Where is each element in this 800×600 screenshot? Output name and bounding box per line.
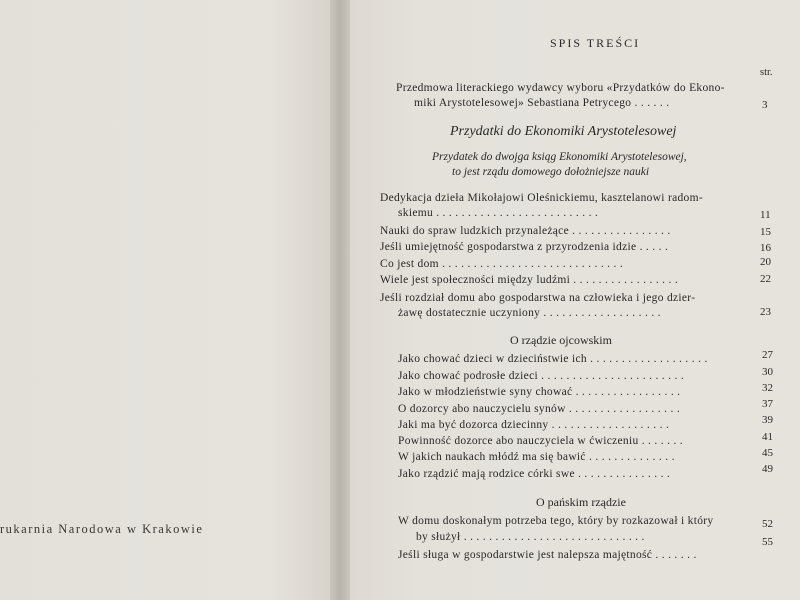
printer-imprint: rukarnia Narodowa w Krakowie (0, 522, 204, 536)
toc-entry-intro-line1: Przedmowa literackiego wydawcy wyboru «Przydatków do Ekono- (396, 82, 725, 94)
section-title-panskim: O pańskim rządzie (536, 495, 626, 509)
toc-entry-page: 23 (760, 306, 771, 318)
toc-entry-page: 32 (762, 382, 773, 394)
toc-entry: Jako chować dzieci w dzieciństwie ich . . . . . . . . . . . . . . . . . . . (398, 353, 708, 365)
toc-entry: Co jest dom . . . . . . . . . . . . . . . . . . . . . . . . . . . . . (380, 258, 624, 270)
table-of-contents (350, 0, 800, 600)
book-gutter (330, 0, 352, 600)
toc-entry-page: 52 (762, 518, 773, 530)
sub-title-line1: Przydatek do dwojga ksiąg Ekonomiki Arystotelesowej, (432, 151, 687, 163)
toc-entry-intro-line2: miki Arystotelesowej» Sebastiana Petrycego . . . . . . (414, 97, 670, 109)
toc-entry: Jaki ma być dozorca dziecinny . . . . . . . . . . . . . . . . . . . (398, 419, 670, 431)
toc-entry: Nauki do spraw ludzkich przynależące . . . . . . . . . . . . . . . . (380, 225, 671, 237)
toc-entry-page: 49 (762, 463, 773, 475)
toc-entry-page: 20 (760, 256, 771, 268)
section-title-ojcowskim: O rządzie ojcowskim (510, 333, 612, 347)
toc-entry-page: 37 (762, 398, 773, 410)
toc-entry: W domu doskonałym potrzeba tego, który by rozkazował i który (398, 515, 714, 527)
toc-entry-continuation: by służył . . . . . . . . . . . . . . . . . . . . . . . . . . . . . (416, 531, 645, 543)
toc-entry-page: 22 (760, 273, 771, 285)
toc-entry-page: 27 (762, 349, 773, 361)
toc-entry-page: 39 (762, 414, 773, 426)
toc-entry: Jako chować podrosłe dzieci . . . . . . . . . . . . . . . . . . . . . . . (398, 370, 685, 382)
left-page (0, 0, 336, 600)
toc-entry: Jeśli umiejętność gospodarstwa z przyrodzenia idzie . . . . . (380, 241, 669, 253)
toc-entry-continuation: żawę dostatecznie uczyniony . . . . . . . . . . . . . . . . . . . (398, 307, 661, 319)
toc-entry-page: 45 (762, 447, 773, 459)
toc-entry: O dozorcy abo nauczycielu synów . . . . . . . . . . . . . . . . . . (398, 403, 681, 415)
toc-entry: Jeśli sługa w gospodarstwie jest nalepsza majętność . . . . . . . (398, 549, 697, 561)
toc-entry: Dedykacja dzieła Mikołajowi Oleśnickiemu, kasztelanowi radom- (380, 192, 703, 204)
page-column-label: str. (760, 67, 773, 78)
toc-entry-intro-page: 3 (762, 99, 768, 111)
toc-entry-page: 15 (760, 226, 771, 238)
toc-entry: Jako w młodzieństwie syny chować . . . . . . . . . . . . . . . . . (398, 386, 681, 398)
toc-entry-continuation: skiemu . . . . . . . . . . . . . . . . . . . . . . . . . . (398, 207, 599, 219)
toc-entry: Jeśli rozdział domu abo gospodarstwa na człowieka i jego dzier- (380, 292, 696, 304)
toc-entry-page: 55 (762, 536, 773, 548)
book-title: Przydatki do Ekonomiki Arystotelesowej (450, 124, 677, 139)
toc-entry-page: 16 (760, 242, 771, 254)
toc-title: SPIS TREŚCI (550, 36, 641, 50)
sub-title-line2: to jest rządu domowego dołożniejsze nauki (452, 166, 650, 178)
toc-entry-page: 41 (762, 431, 773, 443)
toc-entry: Jako rządzić mają rodzice córki swe . . . . . . . . . . . . . . . (398, 468, 671, 480)
toc-entry-page: 11 (760, 209, 771, 221)
toc-entry-page: 30 (762, 366, 773, 378)
right-page (350, 0, 800, 600)
toc-entry: W jakich naukach młódź ma się bawić . . . . . . . . . . . . . . (398, 451, 675, 463)
toc-entry: Powinność dozorce abo nauczyciela w ćwiczeniu . . . . . . . (398, 435, 683, 447)
toc-entry: Wiele jest społeczności między ludźmi . . . . . . . . . . . . . . . . . (380, 274, 679, 286)
